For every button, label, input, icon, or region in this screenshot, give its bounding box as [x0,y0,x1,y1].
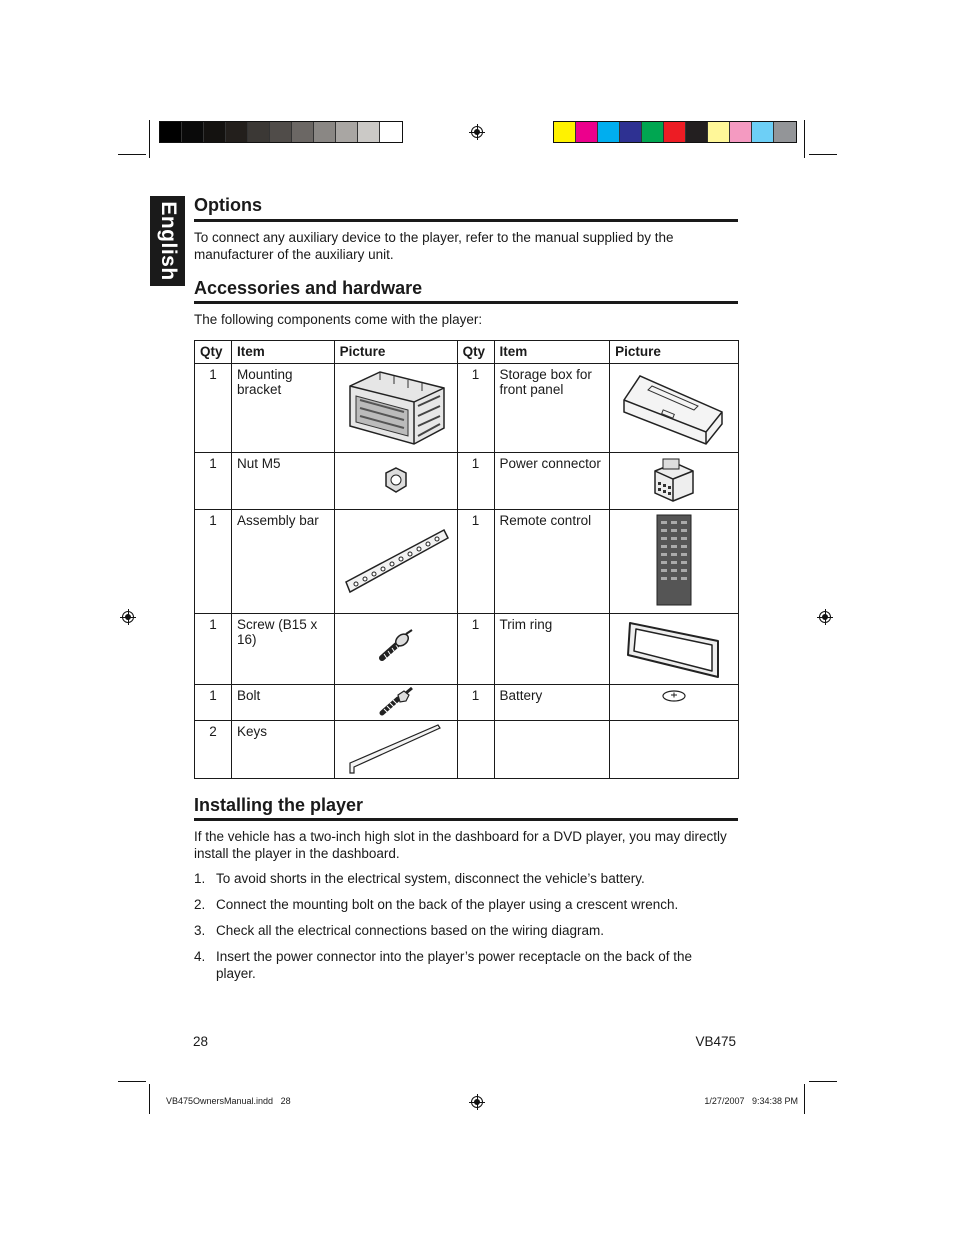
crop-mark [809,1081,837,1082]
item-cell: Battery [494,685,610,721]
model-number: VB475 [695,1034,736,1049]
accessories-table [194,340,739,779]
list-item [194,870,734,887]
item-cell: Mounting bracket [231,364,334,453]
step-text: To avoid shorts in the electrical system, disconnect the vehicle’s battery. [216,871,645,886]
calibration-swatch [248,122,270,142]
header-qty: Qty [195,341,232,364]
calibration-swatch [292,122,314,142]
qty-cell: 1 [195,510,232,614]
picture-cell [610,614,739,685]
calibration-swatch [774,122,796,142]
keys-icon [346,721,446,775]
language-tab [150,196,185,286]
calibration-swatch [730,122,752,142]
picture-cell [610,453,739,510]
header-picture: Picture [334,341,457,364]
step-number: 4. [194,949,206,964]
options-heading: Options [194,195,262,215]
registration-mark-icon [122,611,134,623]
assembly-bar-icon [340,520,452,600]
picture-cell [334,364,457,453]
header-item: Item [494,341,610,364]
item-cell: Screw (B15 x 16) [231,614,334,685]
step-text: Check all the electrical connections based on the wiring diagram. [216,923,604,938]
date-slug: 1/27/2007 9:34:38 PM [704,1096,798,1106]
language-tab-label: English [156,201,180,281]
calibration-swatch [182,122,204,142]
nut-icon [381,465,411,495]
installing-heading: Installing the player [194,795,364,815]
accessories-heading: Accessories and hardware [194,278,423,298]
calibration-swatch [554,122,576,142]
table-row [195,364,739,453]
picture-cell [334,721,457,779]
registration-mark-icon [471,126,483,138]
item-cell: Remote control [494,510,610,614]
registration-mark-icon [819,611,831,623]
calibration-swatch [160,122,182,142]
header-picture: Picture [610,341,739,364]
options-text: To connect any auxiliary device to the player, refer to the manual supplied by the manufacturer of the auxiliary unit. [194,230,674,262]
qty-cell [457,721,494,779]
registration-mark-icon [471,1096,483,1108]
calibration-swatch [642,122,664,142]
picture-cell [610,510,739,614]
calibration-swatch [336,122,358,142]
page-number: 28 [193,1034,209,1049]
file-slug: VB475OwnersManual.indd 28 [166,1096,291,1106]
table-row [195,721,739,779]
item-cell: Bolt [231,685,334,721]
header-item: Item [231,341,334,364]
picture-cell [610,721,739,779]
item-cell: Trim ring [494,614,610,685]
step-text: Connect the mounting bolt on the back of the player using a crescent wrench. [216,897,679,912]
picture-cell [334,614,457,685]
calibration-swatch [620,122,642,142]
step-number: 2. [194,897,206,912]
crop-mark [118,154,146,155]
item-cell: Keys [231,721,334,779]
picture-cell [334,685,457,721]
qty-cell: 1 [457,364,494,453]
crop-mark [118,1081,146,1082]
table-row [195,685,739,721]
item-cell [494,721,610,779]
qty-cell: 1 [195,614,232,685]
qty-cell: 2 [195,721,232,779]
crop-mark [804,120,805,158]
heading-rule [194,219,738,222]
picture-cell [334,510,457,614]
crop-mark [149,120,150,158]
calibration-swatch [380,122,402,142]
calibration-swatch [204,122,226,142]
calibration-swatch [664,122,686,142]
power-connector-icon [649,455,699,505]
remote-control-icon [655,513,693,607]
qty-cell: 1 [457,614,494,685]
heading-rule [194,818,738,821]
accessories-intro: The following components come with the player: [194,312,483,327]
battery-icon [661,689,687,703]
item-cell: Assembly bar [231,510,334,614]
list-item [194,922,734,939]
picture-cell [610,364,739,453]
item-cell: Nut M5 [231,453,334,510]
calibration-swatch [708,122,730,142]
qty-cell: 1 [457,510,494,614]
calibration-swatch [576,122,598,142]
color-calibration-bar [553,121,797,143]
table-row [195,453,739,510]
qty-cell: 1 [195,453,232,510]
qty-cell: 1 [195,364,232,453]
list-item [194,896,734,913]
crop-mark [804,1084,805,1114]
qty-cell: 1 [457,685,494,721]
calibration-swatch [314,122,336,142]
calibration-swatch [686,122,708,142]
step-text: Insert the power connector into the player’s power receptacle on the back of the player. [216,949,693,981]
calibration-swatch [226,122,248,142]
calibration-swatch [598,122,620,142]
table-header-row [195,341,739,364]
installing-intro: If the vehicle has a two-inch high slot in the dashboard for a DVD player, you may directly install the player in the dashboard. [194,829,727,861]
grayscale-calibration-bar [159,121,403,143]
header-qty: Qty [457,341,494,364]
step-number: 1. [194,871,206,886]
qty-cell: 1 [457,453,494,510]
trim-ring-icon [622,615,726,681]
installation-steps [194,870,734,991]
table-row [195,510,739,614]
heading-rule [194,301,738,304]
crop-mark [149,1084,150,1114]
mounting-bracket-icon [340,366,452,448]
qty-cell: 1 [195,685,232,721]
crop-mark [809,154,837,155]
picture-cell [334,453,457,510]
picture-cell [610,685,739,721]
calibration-swatch [358,122,380,142]
list-item [194,948,734,982]
item-cell: Power connector [494,453,610,510]
table-row [195,614,739,685]
storage-box-icon [618,366,730,448]
step-number: 3. [194,923,206,938]
item-cell: Storage box for front panel [494,364,610,453]
calibration-swatch [270,122,292,142]
screw-icon [376,628,416,668]
calibration-swatch [752,122,774,142]
bolt-icon [376,685,416,717]
